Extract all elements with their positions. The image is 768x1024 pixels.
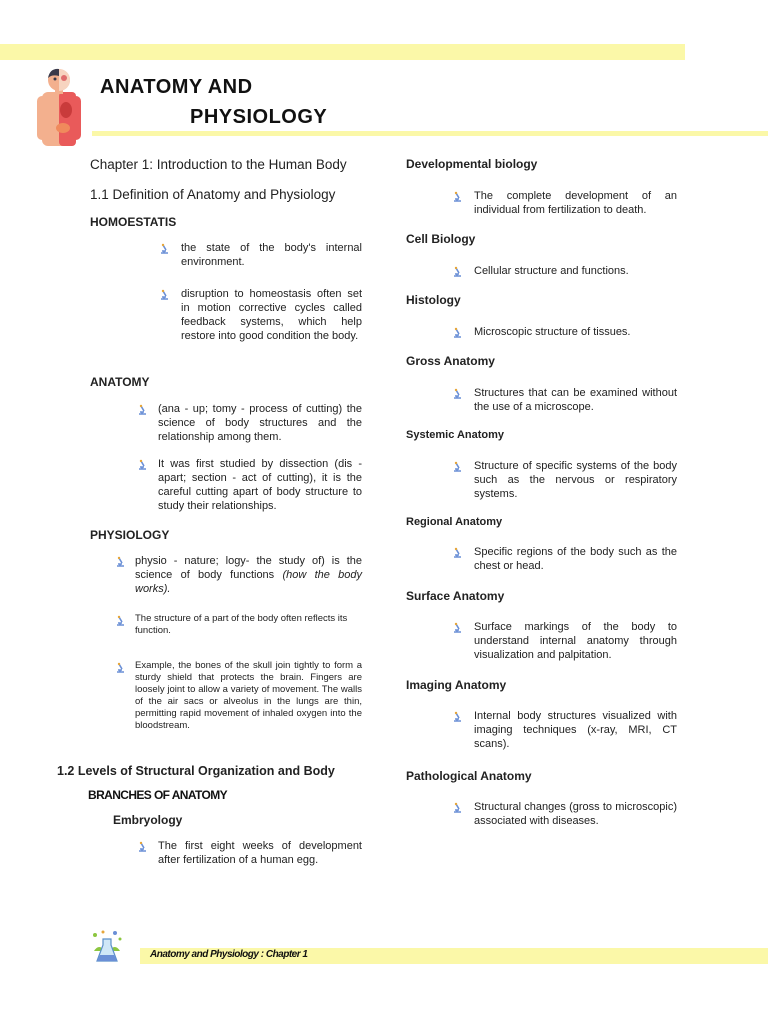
pathological-anatomy-heading: Pathological Anatomy [406, 769, 532, 783]
embryology-heading: Embryology [113, 813, 183, 827]
list-item: Specific regions of the body such as the chest or head. [451, 545, 677, 573]
list-item: Internal body structures visualized with imaging techniques (x-ray, MRI, CT scans). [451, 709, 677, 751]
microscope-icon [451, 460, 467, 478]
list-item: Cellular structure and functions. [451, 264, 677, 283]
microscope-icon [451, 190, 467, 208]
list-item: Example, the bones of the skull join tightly to form a sturdy shield that protects the brain. Fingers are loosely joint to allow a variety of movement. The walls of the air sacs or alveolus in the lungs are thin, permitting rapid movement of inhaled oxygen into the bloodstream. [114, 660, 362, 732]
microscope-icon [451, 546, 467, 564]
list-item: Microscopic structure of tissues. [451, 325, 677, 344]
list-item: It was first studied by dissection (dis - apart; section - act of cutting), it is the careful cutting apart of body structure to study their relationships. [136, 457, 362, 513]
section-11-title: 1.1 Definition of Anatomy and Physiology [90, 187, 336, 202]
microscope-icon [136, 458, 152, 476]
chapter-title: Chapter 1: Introduction to the Human Body [90, 157, 347, 172]
microscope-icon [451, 387, 467, 405]
list-item: physio - nature; logy- the study of) is the science of body functions (how the body works). [114, 554, 362, 596]
anatomy-heading: ANATOMY [90, 375, 150, 389]
footer-text: Anatomy and Physiology : Chapter 1 [150, 949, 308, 960]
list-item: Structures that can be examined without the use of a microscope. [451, 386, 677, 414]
regional-anatomy-heading: Regional Anatomy [406, 516, 503, 528]
section-12-title: 1.2 Levels of Structural Organization and Body [57, 764, 335, 778]
microscope-icon [136, 840, 152, 858]
list-item: Structural changes (gross to microscopic) associated with diseases. [451, 800, 677, 828]
microscope-icon [451, 801, 467, 819]
microscope-icon [158, 242, 174, 260]
list-item: Surface markings of the body to understand internal anatomy through visualization and palpitation. [451, 620, 677, 662]
list-item: disruption to homeostasis often set in motion corrective cycles called feedback systems, which help restore into good condition the body. [158, 287, 362, 343]
microscope-icon [451, 326, 467, 344]
human-anatomy-icon [30, 66, 88, 148]
lab-flask-icon [89, 929, 125, 965]
homeostatis-heading: HOMOESTATIS [90, 215, 177, 229]
histology-heading: Histology [406, 293, 461, 307]
surface-anatomy-heading: Surface Anatomy [406, 589, 505, 603]
microscope-icon [114, 614, 130, 632]
page-title-line1: ANATOMY AND [100, 76, 253, 98]
list-item: the state of the body's internal environment. [158, 241, 362, 269]
list-item: Structure of specific systems of the body such as the nervous or respiratory systems. [451, 459, 677, 501]
page-title-line2: PHYSIOLOGY [190, 106, 328, 128]
microscope-icon [158, 288, 174, 306]
cell-biology-heading: Cell Biology [406, 232, 476, 246]
gross-anatomy-heading: Gross Anatomy [406, 354, 495, 368]
imaging-anatomy-heading: Imaging Anatomy [406, 678, 507, 692]
microscope-icon [451, 710, 467, 728]
developmental-heading: Developmental biology [406, 157, 538, 171]
list-item: The first eight weeks of development after fertilization of a human egg. [136, 839, 362, 867]
title-underline-band [92, 131, 768, 136]
list-item: The complete development of an individual from fertilization to death. [451, 189, 677, 217]
branches-heading: BRANCHES OF ANATOMY [88, 788, 228, 802]
microscope-icon [114, 555, 130, 573]
list-item: The structure of a part of the body often reflects its function. [114, 613, 362, 637]
microscope-icon [114, 661, 130, 679]
microscope-icon [451, 621, 467, 639]
top-highlight-band [0, 44, 685, 60]
physiology-heading: PHYSIOLOGY [90, 528, 170, 542]
list-item: (ana - up; tomy - process of cutting) the science of body structures and the relationship among them. [136, 402, 362, 444]
microscope-icon [451, 265, 467, 283]
microscope-icon [136, 403, 152, 421]
systemic-anatomy-heading: Systemic Anatomy [406, 429, 505, 441]
